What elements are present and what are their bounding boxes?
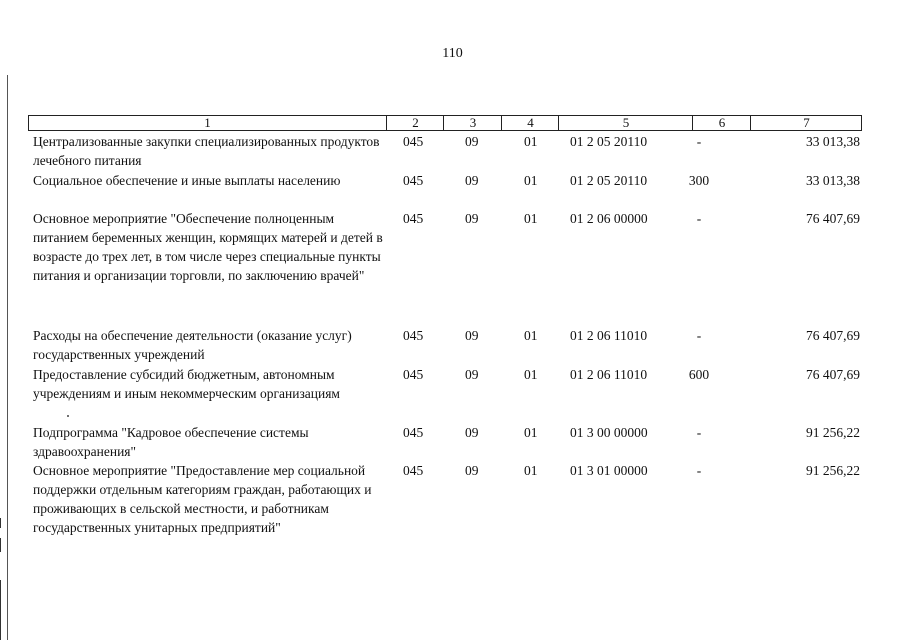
row-name: Основное мероприятие "Обеспечение полноценным питанием беременных женщин, кормящих матерей и детей в возрасте до трех лет, в том числе через специальные пункты питания и организации торговли, по заключению врачей"	[33, 211, 383, 283]
row-expense-type: 300	[688, 173, 710, 188]
row-subsection: 01	[524, 328, 538, 343]
row-code: 045	[403, 425, 424, 440]
margin-mark	[0, 580, 1, 640]
row-target-article: 01 2 06 00000	[570, 211, 648, 226]
row-name: Основное мероприятие "Предоставление мер социальной поддержки отдельным категориям граждан, работающих и проживающих в сельской местности, и работникам государственных унитарных предприятий"	[33, 463, 372, 535]
row-code: 045	[403, 134, 424, 149]
column-header-2: 2	[386, 116, 444, 130]
column-header-1: 1	[204, 115, 211, 130]
row-code: 045	[403, 463, 424, 478]
row-section: 09	[465, 328, 479, 343]
row-target-article: 01 2 05 20110	[570, 134, 648, 149]
column-header-6: 6	[692, 116, 751, 130]
row-expense-type: -	[696, 211, 702, 226]
row-section: 09	[465, 173, 479, 188]
row-amount: 91 256,22	[806, 425, 860, 440]
row-section: 09	[465, 367, 479, 382]
row-expense-type: -	[696, 328, 702, 343]
row-subsection: 01	[524, 173, 538, 188]
row-name: Централизованные закупки специализированных продуктов лечебного питания	[33, 134, 380, 168]
row-expense-type: 600	[688, 367, 710, 382]
column-header-7: 7	[750, 116, 862, 130]
row-expense-type: -	[696, 463, 702, 478]
row-name: Подпрограмма "Кадровое обеспечение системы здравоохранения"	[33, 425, 309, 459]
row-target-article: 01 3 00 00000	[570, 425, 648, 440]
row-expense-type: -	[696, 134, 702, 149]
row-amount: 33 013,38	[806, 173, 860, 188]
row-section: 09	[465, 134, 479, 149]
row-section: 09	[465, 463, 479, 478]
row-amount: 76 407,69	[806, 211, 860, 226]
row-name: Расходы на обеспечение деятельности (оказание услуг) государственных учреждений	[33, 328, 352, 362]
column-header-row	[28, 115, 862, 131]
margin-mark	[0, 518, 1, 528]
row-target-article: 01 3 01 00000	[570, 463, 648, 478]
row-code: 045	[403, 328, 424, 343]
row-section: 09	[465, 211, 479, 226]
row-subsection: 01	[524, 367, 538, 382]
row-target-article: 01 2 05 20110	[570, 173, 648, 188]
row-expense-type: -	[696, 425, 702, 440]
stray-mark	[67, 415, 69, 417]
row-amount: 76 407,69	[806, 328, 860, 343]
row-subsection: 01	[524, 134, 538, 149]
column-header-4: 4	[501, 116, 559, 130]
row-name: Социальное обеспечение и иные выплаты населению	[33, 173, 341, 188]
page-number: 110	[442, 46, 463, 61]
row-amount: 76 407,69	[806, 367, 860, 382]
row-subsection: 01	[524, 425, 538, 440]
margin-line	[7, 75, 8, 640]
row-code: 045	[403, 211, 424, 226]
column-header-3: 3	[443, 116, 502, 130]
row-subsection: 01	[524, 463, 538, 478]
row-target-article: 01 2 06 11010	[570, 367, 648, 382]
row-code: 045	[403, 367, 424, 382]
margin-mark	[0, 538, 1, 552]
row-code: 045	[403, 173, 424, 188]
row-name: Предоставление субсидий бюджетным, автономным учреждениям и иным некоммерческим организациям	[33, 367, 340, 401]
row-amount: 33 013,38	[806, 134, 860, 149]
row-target-article: 01 2 06 11010	[570, 328, 648, 343]
row-amount: 91 256,22	[806, 463, 860, 478]
row-subsection: 01	[524, 211, 538, 226]
row-section: 09	[465, 425, 479, 440]
column-header-5: 5	[558, 116, 693, 130]
